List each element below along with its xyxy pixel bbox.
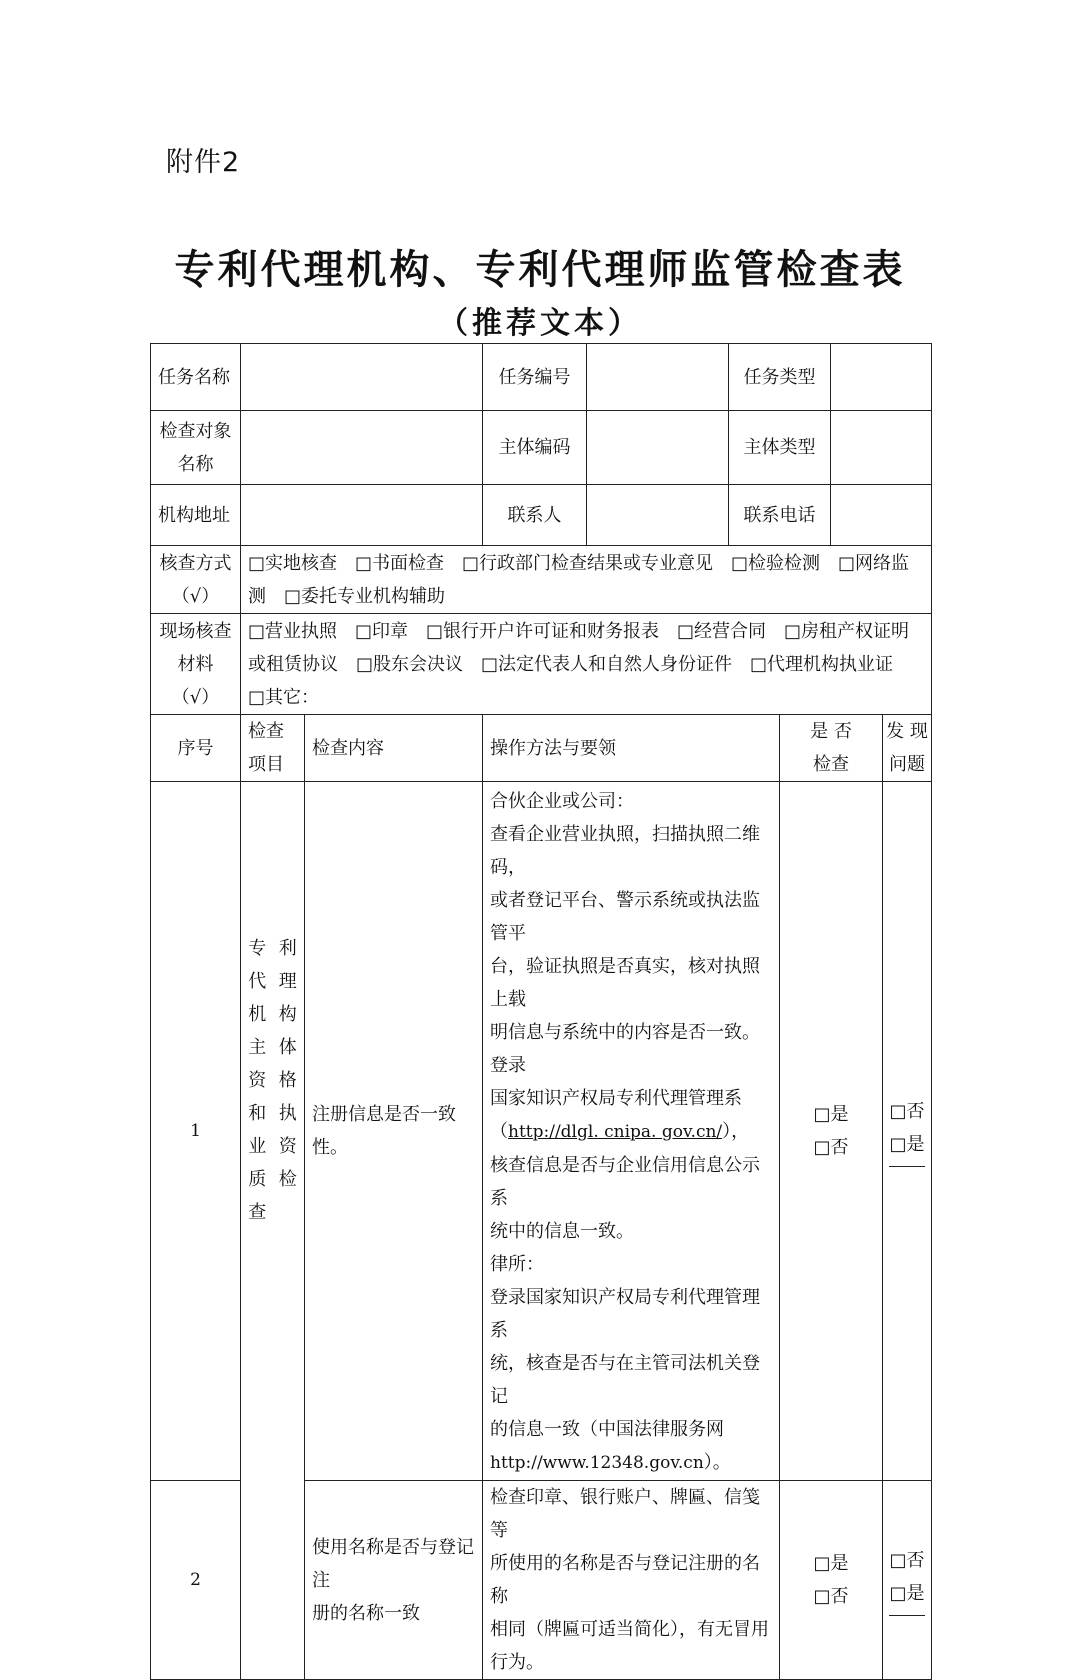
entity-code-label: 主体编码	[483, 411, 587, 485]
entity-type-value[interactable]	[831, 411, 932, 485]
col-method: 操作方法与要领	[483, 715, 780, 782]
materials-label-line1: 现场核查	[159, 620, 232, 642]
row1-checked-no[interactable]: □否	[813, 1137, 849, 1158]
materials-options-line1: □营业执照 □印章 □银行开户许可证和财务报表 □经营合同 □房租产权证明	[248, 620, 910, 642]
row2-method-line: 所使用的名称是否与登记注册的名称	[490, 1553, 760, 1607]
row1-method-line: 的信息一致（中国法律服务网	[490, 1419, 724, 1440]
header-row-task	[151, 344, 932, 411]
row2-checked[interactable]	[780, 1481, 883, 1680]
inspection-table	[150, 343, 932, 1680]
address-label: 机构地址	[151, 485, 241, 546]
materials-label-line2: 材料	[177, 653, 214, 675]
row1-method-line: 核查信息是否与企业信用信息公示系	[490, 1155, 760, 1209]
target-name-label	[151, 411, 241, 485]
task-no-value[interactable]	[587, 344, 729, 411]
row1-method-line: 统，核查是否与在主管司法机关登记	[490, 1353, 760, 1407]
category-char: 业	[248, 1136, 267, 1157]
row1-method-line: 查看企业营业执照，扫描执照二维码，	[490, 824, 760, 878]
contact-value[interactable]	[587, 485, 729, 546]
col-issue-line2: 问题	[889, 754, 926, 775]
row1-method-line: 国家知识产权局专利代理管理系	[490, 1088, 742, 1109]
task-type-label: 任务类型	[729, 344, 831, 411]
task-name-value[interactable]	[241, 344, 483, 411]
col-issue	[883, 715, 932, 782]
category-char: 执	[278, 1103, 297, 1124]
row1-method-line: 统中的信息一致。	[490, 1221, 634, 1242]
row2-issue-no[interactable]: □否	[889, 1550, 925, 1571]
row1-method-url-line: http://www.12348.gov.cn）。	[490, 1452, 731, 1473]
row2-content	[305, 1481, 483, 1680]
row2-content-line2: 册的名称一致	[312, 1602, 420, 1624]
col-checked-line1: 是 否	[810, 721, 852, 742]
row2-issue-fill-line[interactable]	[889, 1614, 925, 1616]
document-title: 专利代理机构、专利代理师监管检查表	[174, 247, 906, 293]
legal-service-url[interactable]: http://www.12348.gov.cn	[490, 1453, 704, 1473]
row1-seq: 1	[151, 782, 241, 1481]
row2-method-line: 相同（牌匾可适当简化），有无冒用	[490, 1619, 769, 1640]
category-char: 查	[248, 1202, 267, 1223]
materials-label-line3: （√）	[171, 686, 220, 708]
entity-code-value[interactable]	[587, 411, 729, 485]
address-value[interactable]	[241, 485, 483, 546]
category-char: 检	[278, 1169, 297, 1190]
col-item-line1: 检查	[248, 721, 284, 742]
target-name-label-line2: 名称	[177, 453, 214, 475]
col-checked-line2: 检查	[813, 754, 849, 775]
category-char: 资	[278, 1136, 297, 1157]
category-char: 资	[248, 1070, 267, 1091]
row1-method-line: 律所：	[490, 1254, 544, 1275]
category-char: 利	[278, 938, 297, 959]
materials-row	[151, 614, 932, 715]
materials-options-line3: □其它：	[248, 686, 320, 708]
entity-type-label: 主体类型	[729, 411, 831, 485]
category-char: 专	[248, 938, 267, 959]
row1-checked[interactable]	[780, 782, 883, 1481]
method-options[interactable]	[241, 546, 932, 614]
col-content: 检查内容	[305, 715, 483, 782]
contact-label: 联系人	[483, 485, 587, 546]
row2-method	[483, 1481, 780, 1680]
task-type-value[interactable]	[831, 344, 932, 411]
col-issue-line1: 发 现	[886, 721, 928, 742]
task-name-label: 任务名称	[151, 344, 241, 411]
category-char: 主	[248, 1037, 267, 1058]
category-char: 构	[278, 1004, 297, 1025]
row1-checked-yes[interactable]: □是	[813, 1104, 849, 1125]
document-subtitle: （推荐文本）	[438, 306, 642, 341]
materials-options-line2: 或租赁协议 □股东会决议 □法定代表人和自然人身份证件 □代理机构执业证	[248, 653, 894, 675]
col-checked	[780, 715, 883, 782]
col-seq: 序号	[151, 715, 241, 782]
col-item-line2: 项目	[248, 754, 284, 775]
materials-options[interactable]	[241, 614, 932, 715]
method-row	[151, 546, 932, 614]
row1-issue-yes[interactable]: □是	[889, 1134, 925, 1155]
category-char: 体	[278, 1037, 297, 1058]
category-cell	[241, 782, 305, 1680]
row1-method-line: 登录国家知识产权局专利代理管理系	[490, 1287, 760, 1341]
materials-label	[151, 614, 241, 715]
header-row-target	[151, 411, 932, 485]
task-no-label: 任务编号	[483, 344, 587, 411]
category-char: 格	[278, 1070, 297, 1091]
target-name-value[interactable]	[241, 411, 483, 485]
method-options-line2: 测 □委托专业机构辅助	[248, 585, 446, 607]
category-text	[241, 932, 304, 1229]
row2-checked-yes[interactable]: □是	[813, 1553, 849, 1574]
row1-method-line: 明信息与系统中的内容是否一致。登录	[490, 1022, 760, 1076]
row1-content: 注册信息是否一致性。	[305, 782, 483, 1481]
category-char: 和	[248, 1103, 267, 1124]
header-row-address	[151, 485, 932, 546]
cnipa-url-link[interactable]: http://dlgl. cnipa. gov.cn/	[508, 1122, 723, 1142]
row1-method-url-line: （http://dlgl. cnipa. gov.cn/），	[490, 1121, 750, 1142]
table-row	[151, 782, 932, 1481]
row2-method-line: 行为。	[490, 1652, 544, 1673]
category-char: 理	[278, 971, 297, 992]
category-char: 机	[248, 1004, 267, 1025]
row1-issue-fill-line[interactable]	[889, 1165, 925, 1167]
method-label	[151, 546, 241, 614]
category-char: 质	[248, 1169, 267, 1190]
row2-issue[interactable]	[883, 1481, 932, 1680]
method-label-line2: （√）	[171, 585, 220, 607]
row2-content-line1: 使用名称是否与登记注	[312, 1536, 474, 1591]
row2-checked-no[interactable]: □否	[813, 1586, 849, 1607]
phone-label: 联系电话	[729, 485, 831, 546]
row2-seq: 2	[151, 1481, 241, 1680]
row1-method-line: 合伙企业或公司：	[490, 791, 634, 812]
method-label-line1: 核查方式	[159, 552, 232, 574]
phone-value[interactable]	[831, 485, 932, 546]
row2-method-line: 检查印章、银行账户、牌匾、信笺等	[490, 1487, 760, 1541]
row1-method-line: 台，验证执照是否真实，核对执照上载	[490, 956, 760, 1010]
col-item	[241, 715, 305, 782]
attachment-label: 附件2	[166, 147, 241, 178]
row1-method-line: 或者登记平台、警示系统或执法监管平	[490, 890, 760, 944]
target-name-label-line1: 检查对象	[159, 420, 232, 442]
category-char: 代	[248, 971, 267, 992]
row1-issue-no[interactable]: □否	[889, 1101, 925, 1122]
row1-issue[interactable]	[883, 782, 932, 1481]
column-header-row	[151, 715, 932, 782]
row2-issue-yes[interactable]: □是	[889, 1583, 925, 1604]
row1-method	[483, 782, 780, 1481]
method-options-line1: □实地核查 □书面检查 □行政部门检查结果或专业意见 □检验检测 □网络监	[248, 552, 910, 574]
